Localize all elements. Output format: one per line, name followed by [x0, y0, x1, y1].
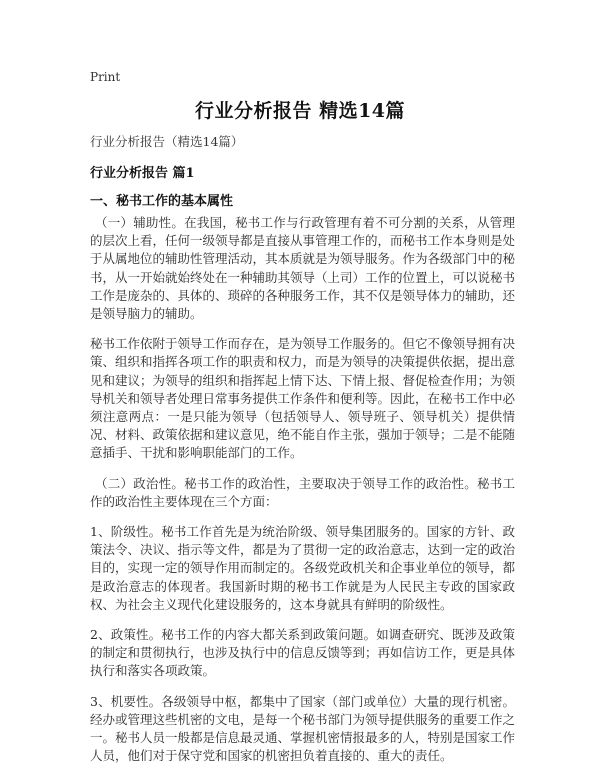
- paragraph: 1、阶级性。秘书工作首先是为统治阶级、领导集团服务的。国家的方针、政策法令、决议、指示等文件，都是为了贯彻一定的政治意志，达到一定的政治目的，实现一定的领导作用而制定的。各级党政机关和企事业单位的领导，都是政治意志的体现者。我国新时期的秘书工作就是为人民民主专政的国家政权、为社会主义现代化建设服务的，这本身就具有鲜明的阶级性。: [90, 524, 516, 612]
- paragraph: 3、机要性。各级领导中枢，都集中了国家（部门或单位）大量的现行机密。经办或管理这些机密的文电，是每一个秘书部门为领导提供服务的重要工作之一。秘书人员一般都是信息最灵通、掌握机密情报最多的人，特别是国家工作人员，他们对于保守党和国家的机密担负着直接的、重大的责任。: [90, 693, 516, 764]
- paragraph: 秘书工作依附于领导工作而存在，是为领导工作服务的。但它不像领导拥有决策、组织和指挥各项工作的职责和权力，而是为领导的决策提供依据，提出意见和建议；为领导的组织和指挥起上情下达、下情上报、督促检查作用；为领导机关和领导者处理日常事务提供工作条件和便利等。因此，在秘书工作中必须注意两点：一是只能为领导（包括领导人、领导班子、领导机关）提供情况、材料、政策依据和建议意见，绝不能自作主张，强加于领导；二是不能随意插手、干扰和影响职能部门的工作。: [90, 336, 516, 461]
- section-heading: 一、秘书工作的基本属性: [90, 194, 234, 209]
- print-label[interactable]: Print: [90, 70, 121, 84]
- paragraph: （二）政治性。秘书工作的政治性，主要取决于领导工作的政治性。秘书工作的政治性主要体现在三个方面：: [90, 475, 515, 509]
- document-body: [90, 214, 515, 777]
- page-title: 行业分析报告 精选14篇: [194, 100, 406, 122]
- section-title: 行业分析报告 篇1: [90, 166, 195, 181]
- paragraph: （一）辅助性。在我国，秘书工作与行政管理有着不可分割的关系，从管理的层次上看，任何一级领导都是直接从事管理工作的，而秘书工作本身则是处于从属地位的辅助性管理活动，其本质就是为领导服务。作为各级部门中的秘书，从一开始就始终处在一种辅助其领导（上司）工作的位置上，可以说秘书工作是庞杂的、具体的、琐碎的各种服务工作，其不仅是领导体力的辅助，还是领导脑力的辅助。: [90, 215, 516, 322]
- paragraph: 2、政策性。秘书工作的内容大都关系到政策问题。如调查研究、既涉及政策的制定和贯彻执行，也涉及执行中的信息反馈等到；再如信访工作，更是具体执行和落实各项政策。: [90, 627, 516, 679]
- document-subtitle: 行业分析报告（精选14篇）: [90, 134, 244, 149]
